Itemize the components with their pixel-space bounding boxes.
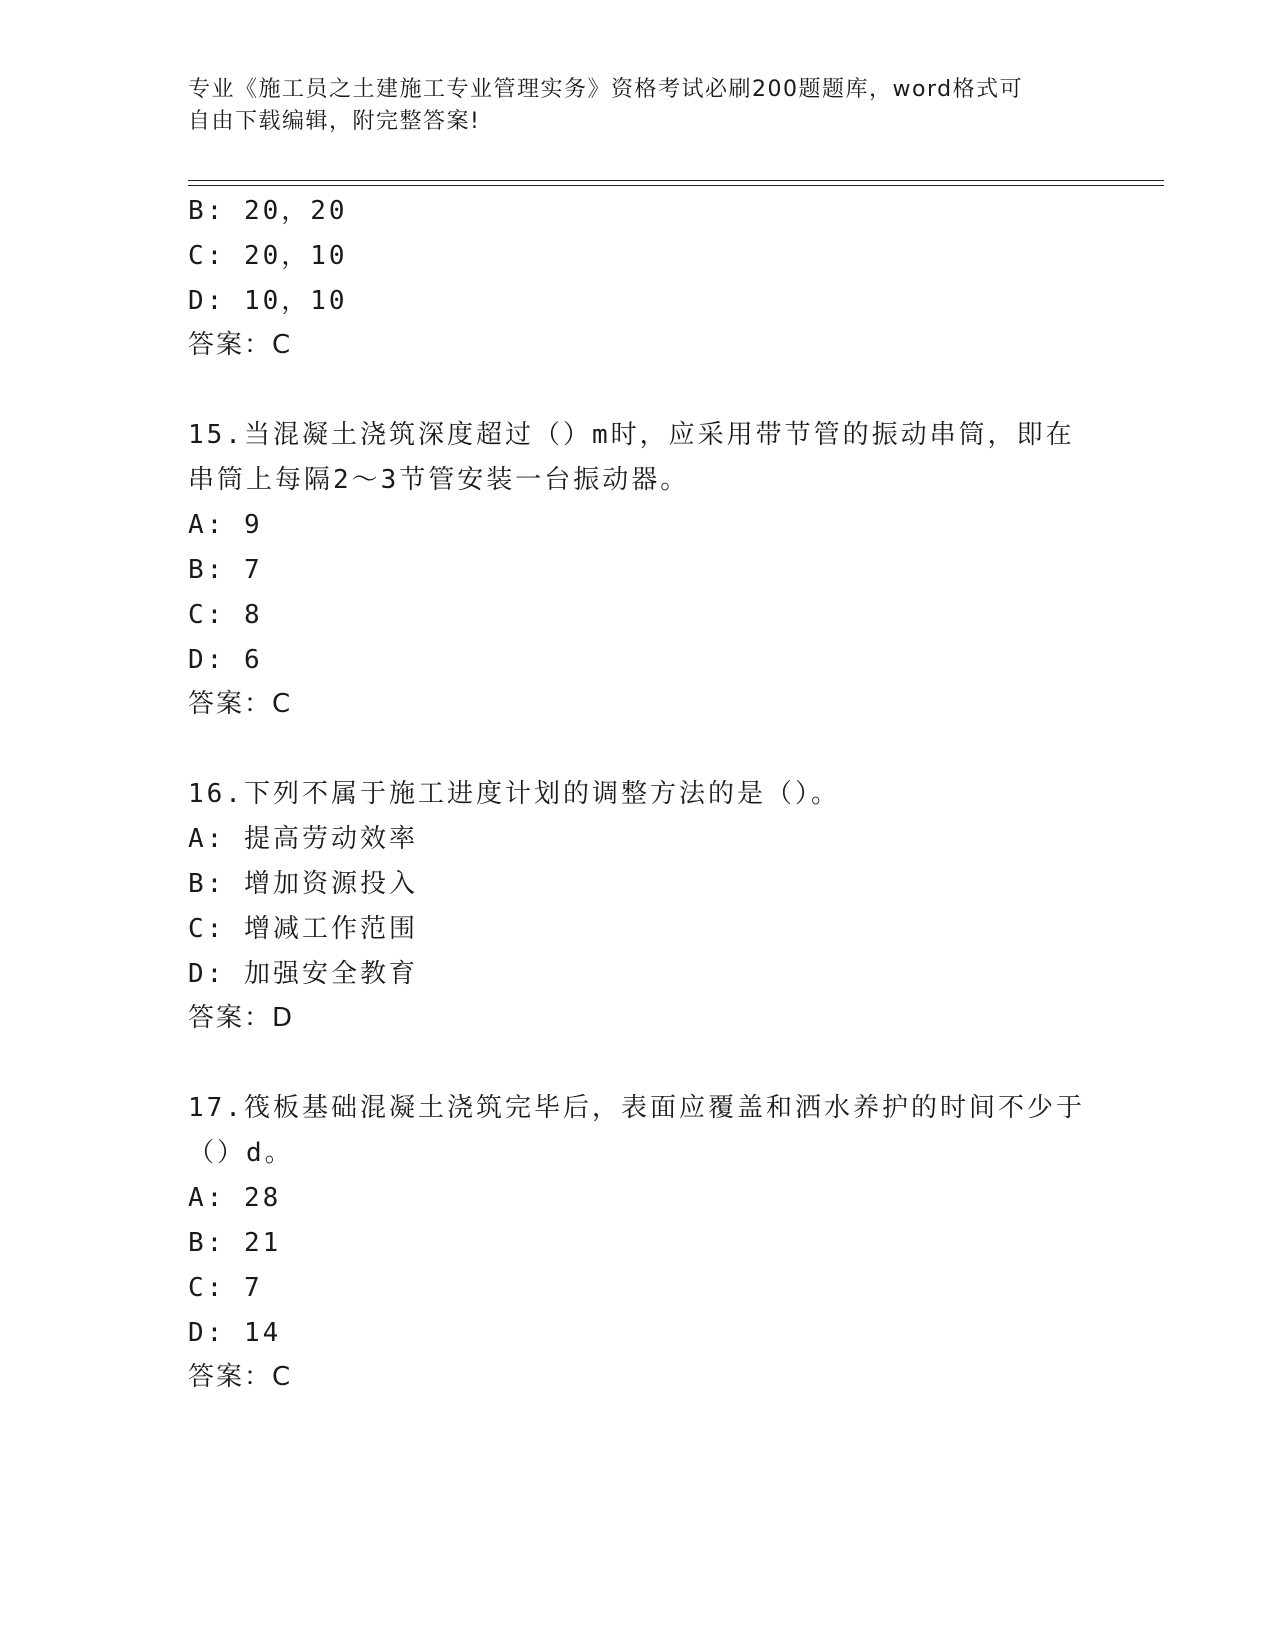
header-divider-bottom (188, 185, 1164, 186)
question-stem-line: 串筒上每隔2～3节管安装一台振动器。 (188, 465, 690, 495)
option-a: A: 28 (188, 1183, 282, 1213)
option-d: D: 6 (188, 645, 263, 675)
header-line-2: 自由下载编辑，附完整答案! (188, 109, 481, 134)
option-b: B: 7 (188, 555, 263, 585)
option-b: B: 增加资源投入 (188, 869, 418, 899)
question-stem-line: （）d。 (188, 1138, 294, 1168)
document-header (188, 74, 1088, 138)
option-a: A: 9 (188, 510, 263, 540)
option-d: D: 加强安全教育 (188, 959, 418, 989)
answer-label: 答案：D (188, 1003, 295, 1033)
option-a: A: 提高劳动效率 (188, 824, 418, 854)
option-d: D: 10，10 (188, 286, 348, 316)
option-b: B: 21 (188, 1228, 282, 1258)
question-stem-line: 16.下列不属于施工进度计划的调整方法的是（）。 (188, 779, 840, 809)
question-stem-line: 15.当混凝土浇筑深度超过（）m时，应采用带节管的振动串筒，即在 (188, 420, 1075, 450)
option-b: B: 20，20 (188, 196, 348, 226)
option-c: C: 增减工作范围 (188, 914, 418, 944)
answer-label: 答案：C (188, 689, 293, 719)
option-d: D: 14 (188, 1318, 282, 1348)
header-line-1: 专业《施工员之土建施工专业管理实务》资格考试必刷200题题库，word格式可 (188, 77, 1024, 102)
answer-label: 答案：C (188, 1362, 293, 1392)
option-c: C: 7 (188, 1273, 263, 1303)
option-c: C: 8 (188, 600, 263, 630)
answer-label: 答案：C (188, 330, 293, 360)
question-stem-line: 17.筏板基础混凝土浇筑完毕后，表面应覆盖和洒水养护的时间不少于 (188, 1093, 1085, 1123)
header-divider-top (188, 180, 1164, 181)
option-c: C: 20，10 (188, 241, 348, 271)
